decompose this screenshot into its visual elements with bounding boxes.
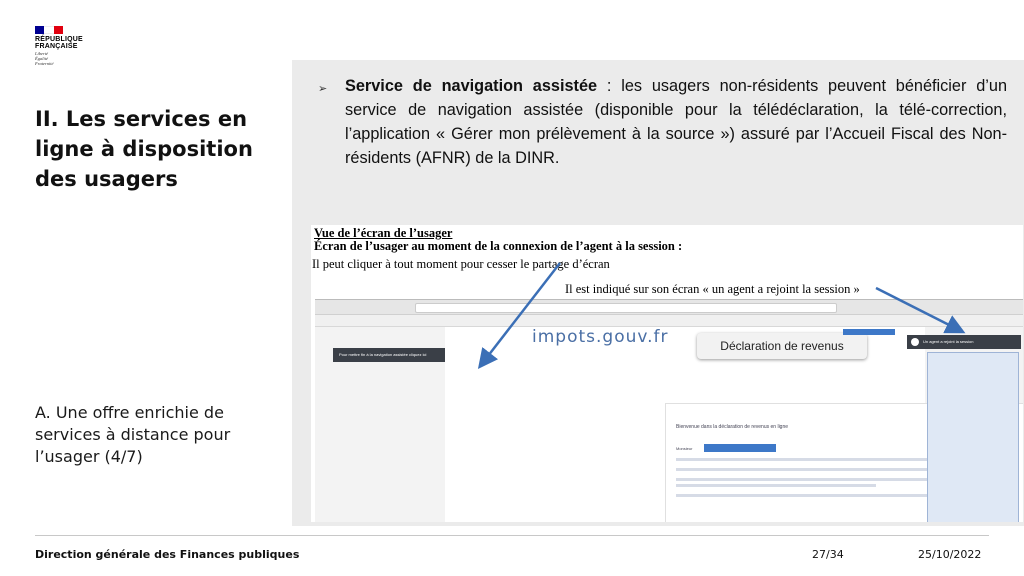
monsieur-label: Monsieur	[676, 446, 693, 451]
welcome-text: Bienvenue dans la déclaration de revenus en ligne	[676, 424, 789, 430]
logo-line-1: RÉPUBLIQUE	[35, 36, 83, 43]
footer-date: 25/10/2022	[918, 548, 982, 561]
annotation-arrows	[311, 225, 1023, 522]
bullet-bold-lead: Service de navigation assistée	[345, 77, 598, 95]
bullet-body: : les usagers non-résidents peuvent bénéficier d’un service de navigation assistée (disponible pour la télédéclaration, la télé-correction, l’application « Gérer mon prélèvement à la source ») assuré par l’Accueil Fiscal des Non-résidents (AFNR) de la DINR.	[345, 77, 1007, 167]
arrow-to-agent-notice	[876, 288, 961, 331]
bullet-paragraph	[345, 74, 1007, 170]
caption-agent-joined: Il est indiqué sur son écran « un agent a rejoint la session »	[565, 282, 860, 296]
impots-logo: impots.gouv.fr	[532, 327, 669, 347]
footer-organization: Direction générale des Finances publiques	[35, 548, 300, 561]
stop-assistance-banner[interactable]: Pour mettre fin à la navigation assistée cliquez ici	[333, 348, 499, 362]
caption-subheading: Écran de l’usager au moment de la connexion de l’agent à la session :	[314, 239, 683, 253]
caption-stop-sharing: Il peut cliquer à tout moment pour cesser le partage d’écran	[312, 257, 610, 271]
declaration-title: Déclaration de revenus	[697, 333, 867, 359]
logo-line-2: FRANÇAISE	[35, 43, 78, 50]
slide-title: II. Les services en ligne à disposition des usagers	[35, 107, 253, 191]
page-number: 27/34	[812, 548, 844, 561]
slide-subtitle: A. Une offre enrichie de services à distance pour l’usager (4/7)	[35, 403, 231, 466]
caption-heading: Vue de l’écran de l’usager	[314, 226, 453, 240]
agent-joined-text: Un agent a rejoint la session	[923, 339, 974, 344]
footer-divider	[35, 535, 989, 536]
user-screen-capture	[311, 225, 1023, 522]
bullet-arrow-icon: ➢	[318, 83, 328, 95]
french-flag-icon	[35, 26, 63, 34]
logo-motto: Liberté Égalité Fraternité	[35, 51, 54, 66]
arrow-to-stop-banner	[481, 263, 560, 365]
republique-francaise-logo	[35, 26, 115, 66]
